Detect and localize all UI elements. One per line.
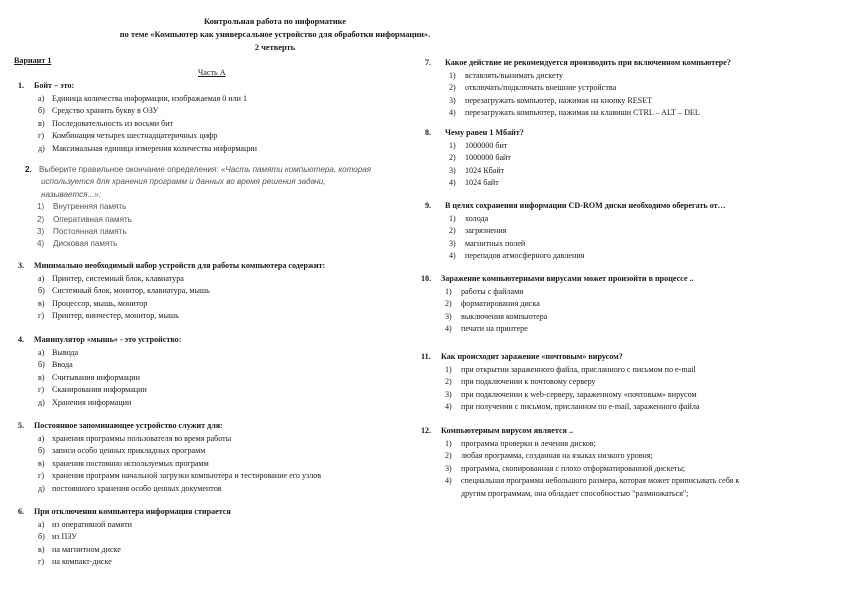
list-item: 2) форматирования диска <box>445 299 540 309</box>
list-item: в) Считывания информации <box>38 372 140 382</box>
list-item: а) Единица количества информации, изображаемая 0 или 1 <box>38 93 248 103</box>
list-item: 3) Постоянная память <box>37 227 127 237</box>
list-item: г) Принтер, винчестер, монитор, мышь <box>38 311 179 321</box>
question-1: 1. Бойт – это: а) Единица количества информации, изображаемая 0 или 1 б) Средство хранить букву в ОЗУ в) Последовательность из восьми бит г) Комбинация четырех шестнадцатеричных цифр д) Максимальная единица измерения количества информации <box>18 80 257 156</box>
list-item: 4) Дисковая память <box>37 239 118 249</box>
list-item: 2) загрязнения <box>449 226 507 236</box>
question-4: 4. Манипулятор «мышь» - это устройство: а) Вывода б) Ввода в) Считывания информации г) Сканирования информации д) Хранения информации <box>18 334 181 410</box>
list-item: б) Ввода <box>38 360 73 370</box>
list-item: б) записи особо ценных прикладных программ <box>38 446 206 456</box>
list-item: 2) отключать/подключать внешние устройства <box>449 83 617 93</box>
list-item: 1) программа проверки и лечения дисков; <box>445 438 596 448</box>
list-item: 1) холода <box>449 213 489 223</box>
variant-label: Вариант 1 <box>14 56 52 65</box>
list-item: 4) перепадов атмосферного давления <box>449 251 585 261</box>
list-item: 1) 1000000 бит <box>449 140 508 150</box>
list-item: 3) магнитных полей <box>449 238 526 248</box>
question-11: 11. Как происходит заражение «почтовым» вирусом? 1) при открытии зараженного файла, присланного с письмом по e-mail 2) при подключении к почтовому серверу 3) при подключении к web-серверу, зараженному «почтовым» вирусом 4) при получении с письмом, присланном по e-mail, зараженного файла <box>421 351 699 414</box>
list-item: д) постоянного хранения особо ценных документов <box>38 483 222 493</box>
question-5: 5. Постоянное запоминающее устройство служит для: а) хранения программы пользователя во время работы б) записи особо ценных прикладных программ в) хранения постоянно используемых программ г) хранения программ начальной загрузки компьютера и тестирование его узлов д) постоянного хранения особо ценных документов <box>18 420 321 496</box>
question-12: 12. Компьютерным вирусом является .. 1) программа проверки и лечения дисков; 2) любая программа, созданная на языках низкого уровня; 3) программа, скопированная с плохо отформатированной дискеты; 4) специальная программа небольшого размера, которая может приписывать себя к другим программам, она обладает способностью "размножаться"; <box>421 425 739 501</box>
list-item: 4) специальная программа небольшого размера, которая может приписывать себя к <box>445 476 740 486</box>
list-item: б) Средство хранить букву в ОЗУ <box>38 106 159 116</box>
list-item: д) Максимальная единица измерения количества информации <box>38 143 257 153</box>
list-item: 3) выключения компьютера <box>445 311 548 321</box>
worksheet-quarter: 2 четверть <box>254 43 296 52</box>
question-8: 8. Чему равен 1 Мбайт? 1) 1000000 бит 2) 1000000 байт 3) 1024 Кбайт 4) 1024 байт <box>425 127 524 190</box>
list-item-continuation: другим программам, она обладает способностью "размножаться"; <box>461 488 689 498</box>
question-3: 3. Минимально необходимый набор устройств для работы компьютера содержит: а) Принтер, системный блок, клавиатура б) Системный блок, монитор, клавиатура, мышь в) Процессор, мышь, монитор г) Принтер, винчестер, монитор, мышь <box>18 260 325 323</box>
list-item: 2) при подключении к почтовому серверу <box>445 377 596 387</box>
list-item: 2) любая программа, созданная на языках низкого уровня; <box>445 451 653 461</box>
list-item: 3) 1024 Кбайт <box>449 165 505 175</box>
list-item: 1) Внутренняя память <box>37 202 127 212</box>
list-item: 3) программа, скопированная с плохо отформатированной дискеты; <box>445 463 686 473</box>
question-7: 7. Какое действие не рекомендуется производить при включенном компьютере? 1) вставлять/вынимать дискету 2) отключать/подключать внешние устройства 3) перезагружать компьютер, нажимая на кнопку RESET 4) перезагружать компьютер, нажимая на клавиши CTRL – ALT – DEL <box>425 57 731 120</box>
list-item: 1) при открытии зараженного файла, присланного с письмом по e-mail <box>445 364 696 374</box>
list-item: г) на компакт-диске <box>38 557 112 567</box>
list-item: 3) при подключении к web-серверу, зараженному «почтовым» вирусом <box>445 389 697 399</box>
list-item: б) из ПЗУ <box>38 532 77 542</box>
list-item: г) хранения программ начальной загрузки компьютера и тестирование его узлов <box>38 471 322 481</box>
list-item: 3) перезагружать компьютер, нажимая на кнопку RESET <box>449 95 653 105</box>
list-item: в) Процессор, мышь, монитор <box>38 298 148 308</box>
list-item: 4) при получении с письмом, присланном по e-mail, зараженного файла <box>445 402 700 412</box>
list-item: а) хранения программы пользователя во время работы <box>38 433 232 443</box>
list-item: а) Вывода <box>38 347 79 357</box>
list-item: г) Комбинация четырех шестнадцатеричных цифр <box>38 131 218 141</box>
part-label: Часть А <box>198 68 226 77</box>
list-item: 4) печати на принтере <box>445 324 528 334</box>
list-item: б) Системный блок, монитор, клавиатура, мышь <box>38 286 210 296</box>
list-item: д) Хранения информации <box>38 397 132 407</box>
list-item: 1) работы с файлами <box>445 286 524 296</box>
list-item: в) хранения постоянно используемых программ <box>38 458 209 468</box>
question-9: 9. В целях сохранения информации CD-ROM диски необходимо оберегать от… 1) холода 2) загрязнения 3) магнитных полей 4) перепадов атмосферного давления <box>425 200 726 263</box>
list-item: 4) 1024 байт <box>449 178 499 188</box>
list-item: 4) перезагружать компьютер, нажимая на клавиши CTRL – ALT – DEL <box>449 108 700 118</box>
list-item: 2) Оперативная память <box>37 214 132 224</box>
worksheet-title: Контрольная работа по информатике <box>203 17 347 26</box>
question-6: 6. При отключении компьютера информация стирается а) из оперативной памяти б) из ПЗУ в) на магнитном диске г) на компакт-диске <box>18 506 231 569</box>
list-item: в) на магнитном диске <box>38 544 121 554</box>
list-item: а) из оперативной памяти <box>38 519 133 529</box>
question-2: 2. Выберите правильное окончание определения: «Часть памяти компьютера, которая используется для хранения программ и данных во время решения задачи, называется...»: 1) Внутренняя память 2) Оперативная память 3) Постоянная память 4) Дисковая память <box>25 164 371 251</box>
list-item: г) Сканирования информации <box>38 385 147 395</box>
worksheet-topic: по теме «Компьютер как универсальное устройство для обработки информации». <box>119 30 431 39</box>
list-item: а) Принтер, системный блок, клавиатура <box>38 273 184 283</box>
question-10: 10. Заражение компьютерными вирусами может произойти в процессе .. 1) работы с файлами 2) форматирования диска 3) выключения компьютера 4) печати на принтере <box>421 273 694 336</box>
list-item: 1) вставлять/вынимать дискету <box>449 70 564 80</box>
list-item: 2) 1000000 байт <box>449 153 511 163</box>
list-item: в) Последовательность из восьми бит <box>38 118 174 128</box>
